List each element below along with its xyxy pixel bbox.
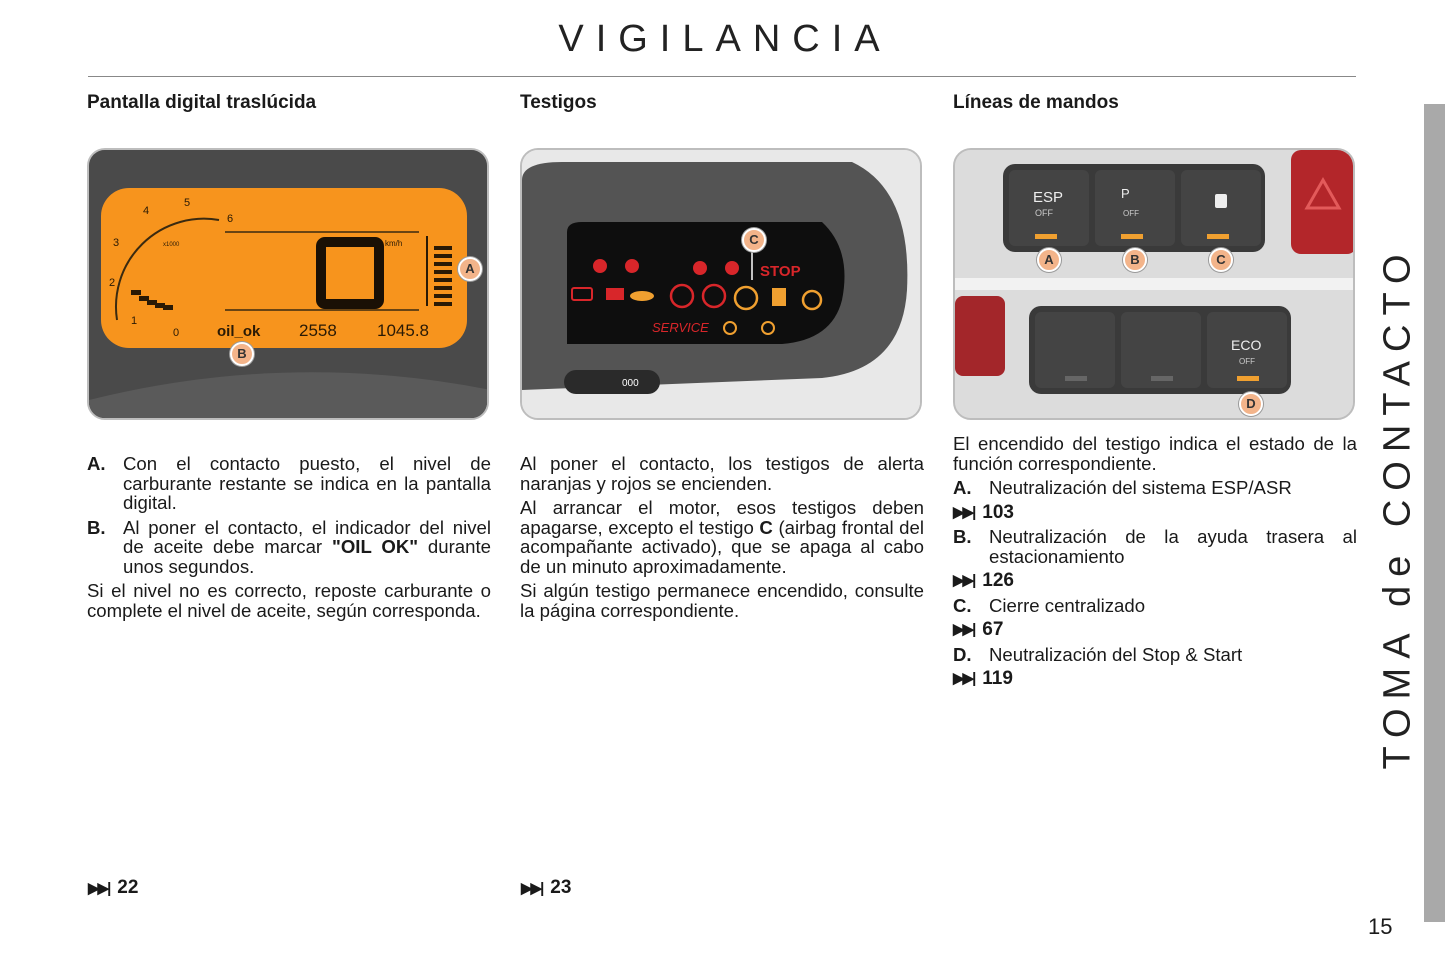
col3-item-d: D. Neutralización del Stop & Start (953, 643, 1243, 665)
callout-d-eco: D (1239, 392, 1263, 416)
odometer-trip: 1045.8 (377, 321, 429, 340)
eco-label: ECO (1231, 337, 1262, 353)
callout-c-testigo: C (742, 228, 766, 252)
callout-b-park: B (1123, 248, 1147, 272)
gauge-multiplier: x1000 (163, 242, 180, 248)
esp-label: ESP (1033, 189, 1064, 206)
col3-item-c: C. Cierre centralizado (953, 594, 1146, 616)
col1-paragraph: Si el nivel no es correcto, reposte carburante o complete el nivel de aceite, según corresponda. (87, 580, 491, 621)
skip-forward-icon: ▶▶| (521, 880, 543, 897)
speed-unit: km/h (385, 239, 403, 248)
skip-forward-icon: ▶▶| (953, 670, 975, 687)
skip-forward-icon: ▶▶| (953, 503, 975, 521)
oil-status: oil_ok (217, 323, 261, 340)
svg-text:3: 3 (113, 237, 120, 249)
col2-text (520, 454, 924, 620)
page-number: 15 (1368, 914, 1393, 939)
col3-ref-c[interactable]: ▶▶| 67 (953, 619, 1004, 640)
svg-text:1: 1 (131, 315, 138, 327)
svg-text:6: 6 (227, 213, 234, 225)
warning-lights-illustration (522, 150, 922, 420)
col2-p2: Al arrancar el motor, esos testigos deben apagarse, excepto el testigo C (airbag frontal del acompañante activado), que se apaga al cabo de un minuto aproximadamente. (520, 497, 924, 577)
heading-mandos: Líneas de mandos (953, 92, 1119, 113)
controls-illustration (955, 150, 1355, 420)
digital-display-photo (87, 148, 489, 420)
heading-pantalla: Pantalla digital traslúcida (87, 92, 317, 113)
col3-text (953, 434, 1357, 689)
col1-item-a: A. Con el contacto puesto, el nivel de carburante restante se indica en la pantalla digital. (87, 453, 491, 513)
col2-p1: Al poner el contacto, los testigos de alerta naranjas y rojos se encienden. (520, 453, 924, 494)
callout-a: A (458, 257, 482, 281)
col1-item-b: B. Al poner el contacto, el indicador del nivel de aceite debe marcar "OIL OK" durante unos segundos. (87, 516, 491, 577)
eco-off-label: OFF (1239, 357, 1255, 366)
col3-intro: El encendido del testigo indica el estado de la función correspondiente. (953, 433, 1357, 474)
col3-ref-d[interactable]: ▶▶| 119 (953, 668, 1013, 689)
warning-lights-photo (520, 148, 922, 420)
col1-text (87, 454, 491, 620)
svg-text:5: 5 (184, 197, 191, 209)
park-off-label: OFF (1123, 209, 1139, 218)
page-title: VIGILANCIA (558, 18, 892, 60)
svg-text:0: 0 (173, 327, 180, 339)
chapter-title-text: TOMA de CONTACTO (1376, 244, 1419, 770)
odometer-total: 2558 (299, 321, 337, 340)
svg-text:2: 2 (109, 277, 116, 289)
col3-item-b: B. Neutralización de la ayuda trasera al estacionamiento (953, 526, 1357, 567)
svg-text:4: 4 (143, 205, 150, 217)
col2-p3: Si algún testigo permanece encendido, consulte la página correspondiente. (520, 580, 924, 621)
callout-b: B (230, 342, 254, 366)
callout-c-lock: C (1209, 248, 1233, 272)
esp-off-label: OFF (1035, 208, 1053, 218)
chapter-title (1368, 232, 1428, 782)
knob-label: 000 (622, 378, 639, 389)
service-warning-text: SERVICE (652, 320, 709, 335)
digital-display-illustration (89, 150, 489, 420)
controls-photo (953, 148, 1355, 420)
col2-page-ref[interactable]: ▶▶| 23 (521, 877, 572, 898)
skip-forward-icon: ▶▶| (953, 572, 975, 589)
park-label: P (1121, 186, 1130, 201)
callout-a-esp: A (1037, 248, 1061, 272)
col3-item-a: A. Neutralización del sistema ESP/ASR (953, 477, 1292, 498)
col3-ref-a[interactable]: ▶▶| 103 (953, 501, 1014, 523)
skip-forward-icon: ▶▶| (88, 880, 110, 897)
col1-page-ref[interactable]: ▶▶| 22 (88, 877, 139, 898)
heading-testigos: Testigos (520, 92, 597, 113)
stop-warning-text: STOP (760, 263, 801, 280)
col3-ref-b[interactable]: ▶▶| 126 (953, 570, 1014, 591)
skip-forward-icon: ▶▶| (953, 621, 975, 638)
header-rule (88, 76, 1356, 77)
